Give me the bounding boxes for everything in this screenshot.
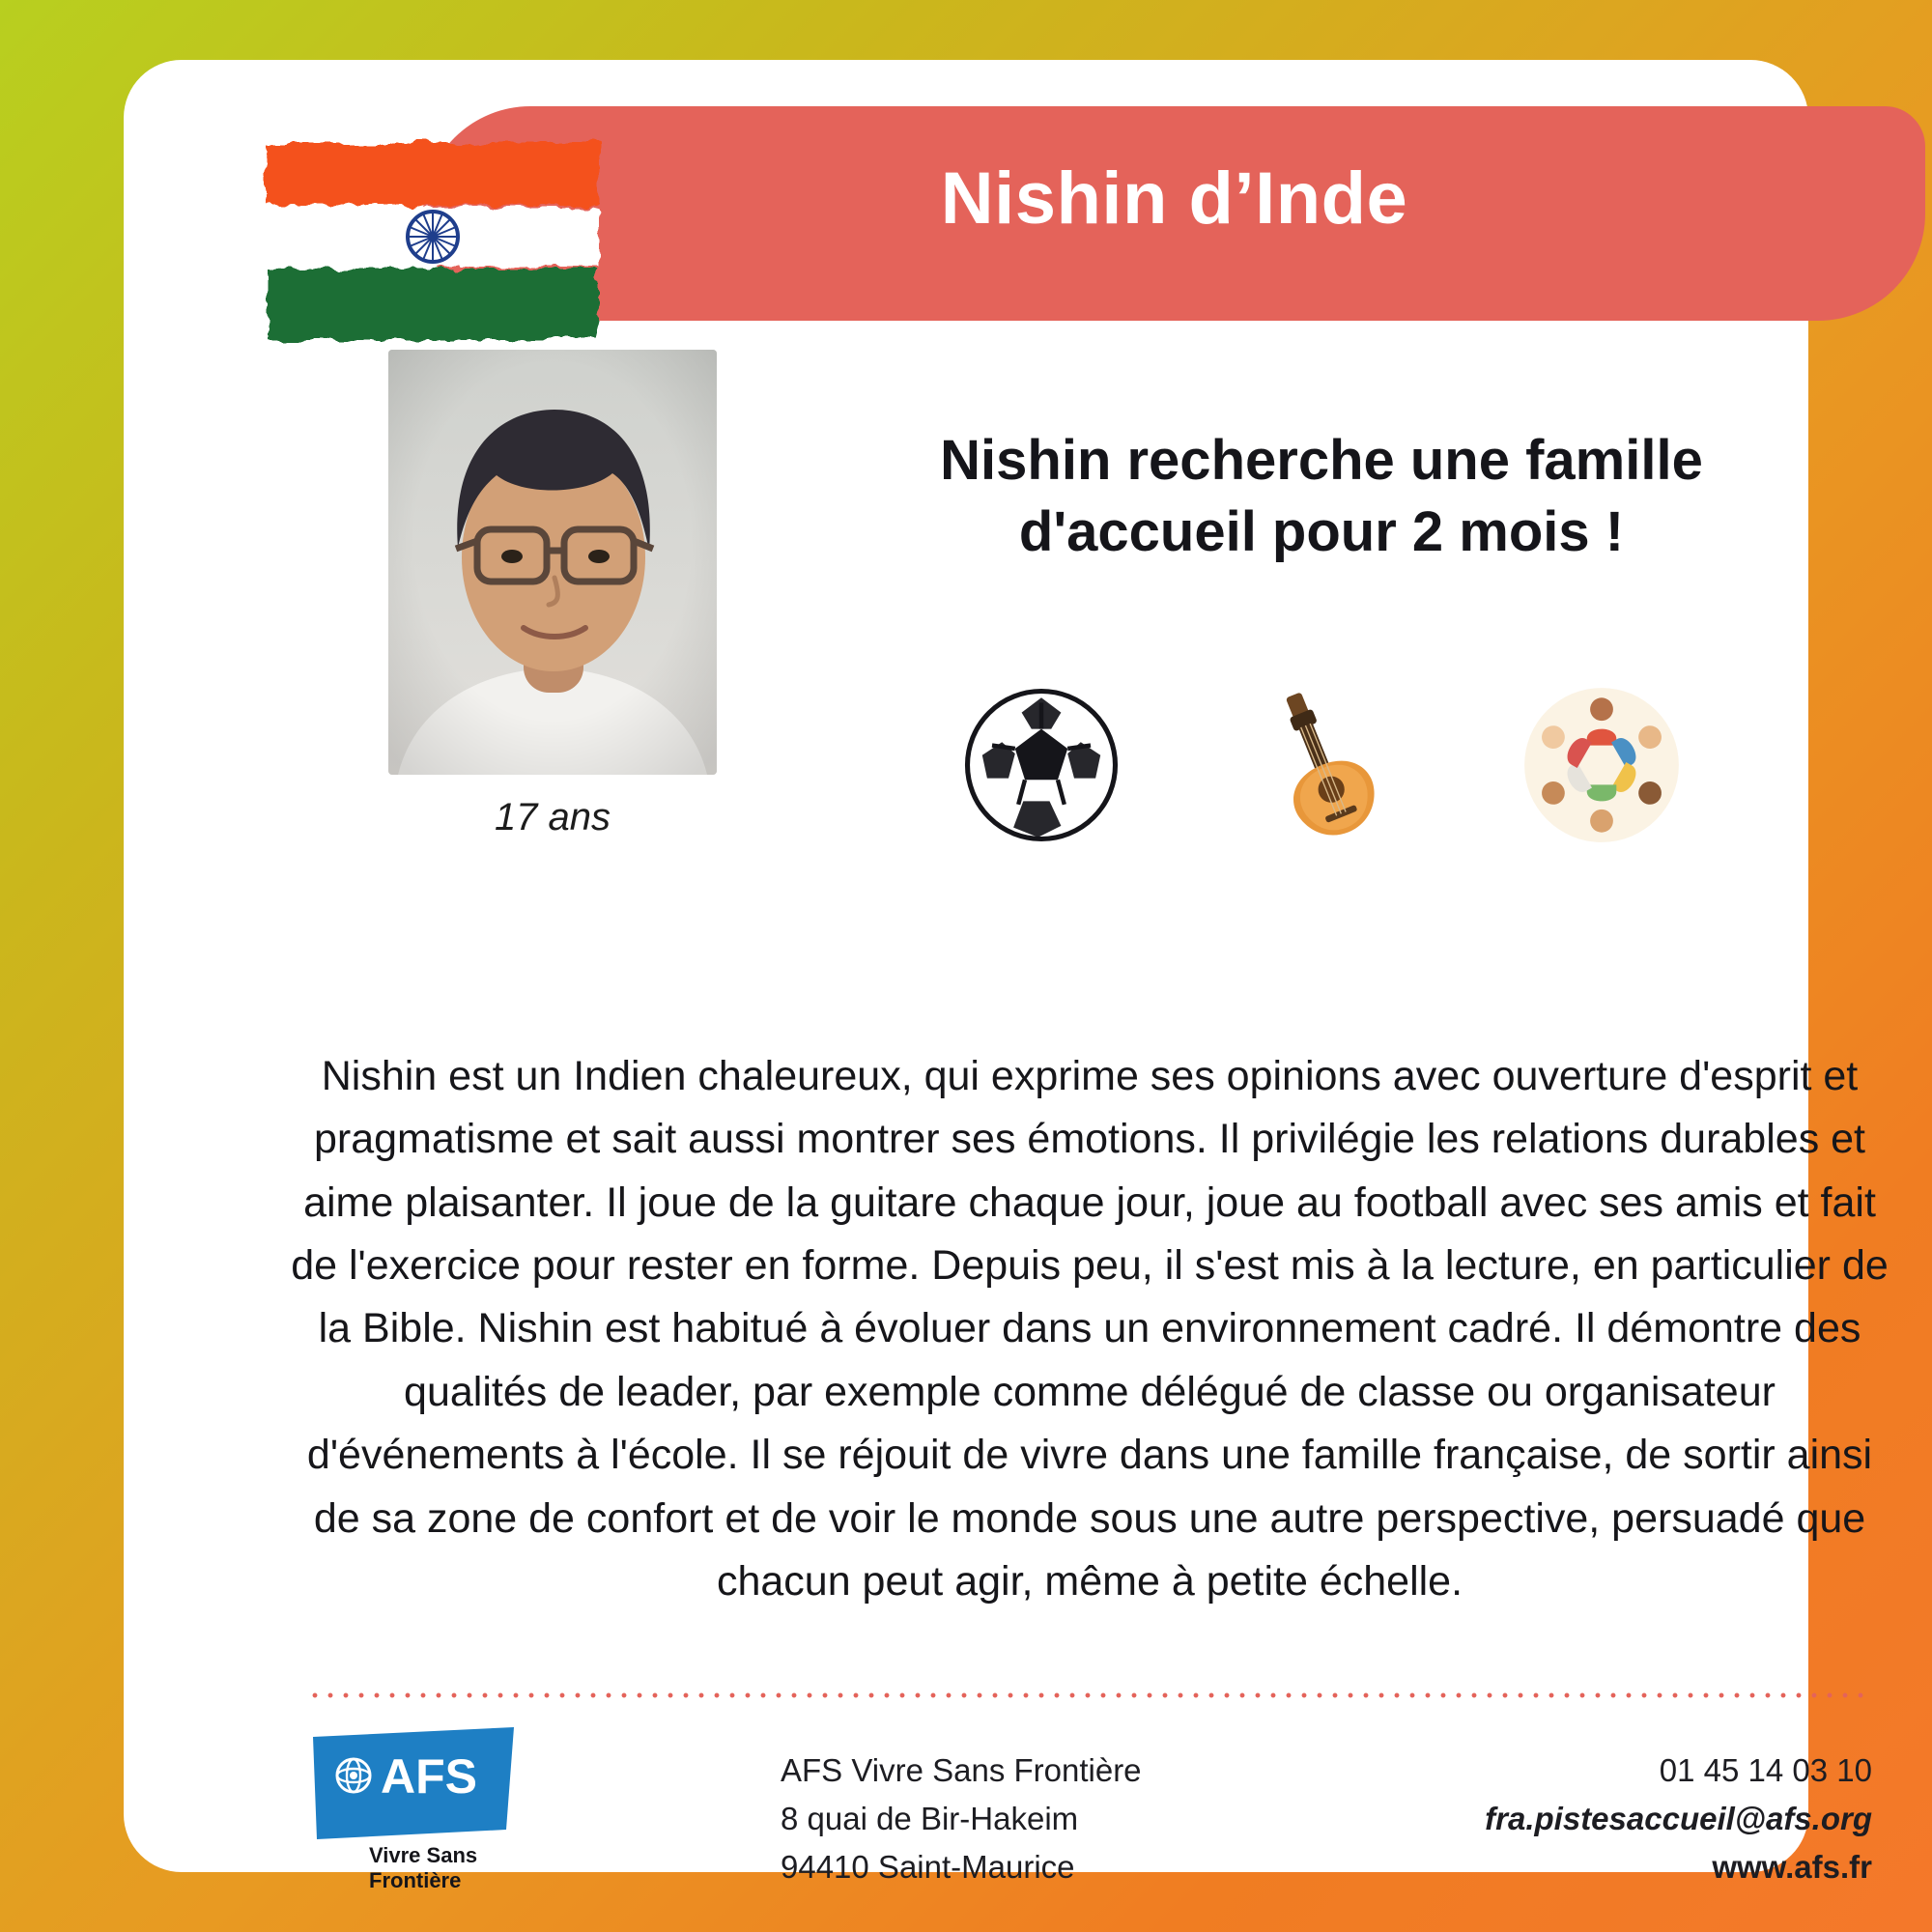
afs-logo xyxy=(307,1721,520,1900)
india-flag-icon xyxy=(259,135,607,357)
page-title: Nishin d’Inde xyxy=(940,157,1408,240)
logo-tagline-line2: Frontière xyxy=(369,1868,462,1892)
footer xyxy=(307,1721,1872,1915)
footer-address-line1: 8 quai de Bir-Hakeim xyxy=(781,1801,1079,1837)
footer-contact xyxy=(1485,1747,1872,1891)
footer-email[interactable]: fra.pistesaccueil@afs.org xyxy=(1485,1801,1872,1837)
soccer-ball-icon xyxy=(954,678,1128,852)
footer-phone: 01 45 14 03 10 xyxy=(1659,1752,1872,1788)
interests-row xyxy=(954,678,1689,852)
footer-website[interactable]: www.afs.fr xyxy=(1712,1849,1872,1886)
footer-organisation: AFS Vivre Sans Frontière xyxy=(781,1752,1142,1788)
logo-tagline-line1: Vivre Sans xyxy=(369,1843,478,1867)
age-label: 17 ans xyxy=(494,796,611,838)
footer-address-line2: 94410 Saint-Maurice xyxy=(781,1849,1075,1886)
profile-card xyxy=(124,60,1889,1892)
avatar xyxy=(388,350,717,775)
community-circle-icon xyxy=(1515,678,1689,852)
description-text: Nishin est un Indien chaleureux, qui exprime ses opinions avec ouverture d'esprit et pragmatisme et sait aussi montrer ses émotions. Il privilégie les relations durables et aime plaisanter. Il joue de la guitare chaque jour, joue au football avec ses amis et fait de l'exercice pour rester en forme. Depuis peu, il s'est mis à la lecture, en particulier de la Bible. Nishin est habitué à évoluer dans un environnement cadré. Il démontre des qualités de leader, par exemple comme délégué de classe ou organisateur d'événements à l'école. Il se réjouit de vivre dans une famille française, de sortir ainsi de sa zone de confort et de voir le monde sous une autre perspective, persuadé que chacun peut agir, même à petite échelle. xyxy=(291,1053,1889,1605)
svg-text:AFS: AFS xyxy=(381,1749,477,1804)
guitar-icon xyxy=(1235,678,1408,852)
portrait-block xyxy=(388,350,717,838)
footer-divider xyxy=(307,1692,1872,1698)
footer-address xyxy=(781,1747,1142,1891)
header-banner xyxy=(423,106,1925,321)
headline: Nishin recherche une famille d'accueil pour 2 mois ! xyxy=(940,429,1703,564)
